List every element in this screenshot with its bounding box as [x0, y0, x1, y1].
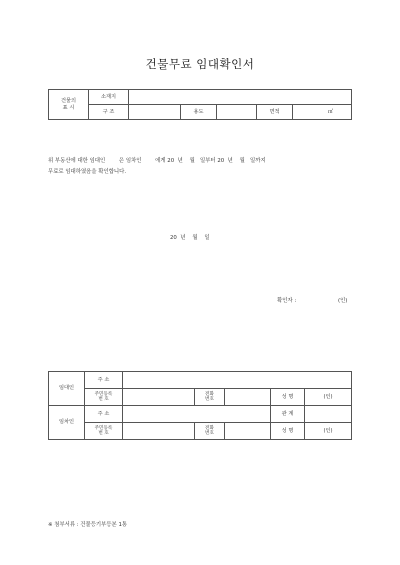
lessor-rrn-field[interactable] [123, 389, 195, 406]
property-section-label-top: 건물의 [60, 98, 77, 104]
statement-line-2: 무료로 임대하였음을 확인합니다. [48, 169, 127, 175]
area-label: 면적 [257, 105, 293, 120]
lessee-rrn-label-top: 주민등록 [94, 425, 113, 431]
lessor-name-label: 성 명 [271, 389, 305, 406]
lessor-rrn-label-bottom: 번 호 [98, 397, 109, 402]
lessee-rrn-label [85, 423, 123, 440]
lessee-address-field[interactable] [123, 406, 271, 423]
lessor-phone-field[interactable] [225, 389, 271, 406]
area-field[interactable] [293, 105, 352, 120]
lessor-rrn-label [85, 389, 123, 406]
lessee-seal: (인) [305, 423, 352, 440]
statement-line-1: 위 부동산에 대한 임대인 은 임차인 에게 20 년 월 일부터 20 년 월 일까지 [48, 158, 266, 164]
document-title: 건물무료 임대확인서 [145, 57, 255, 71]
lessee-relation-label: 관 계 [271, 406, 305, 423]
lessor-phone-label-top: 전화 [205, 391, 214, 397]
lessee-rrn-field[interactable] [123, 423, 195, 440]
use-field[interactable] [217, 105, 257, 120]
lessor-phone-label-bottom: 번호 [205, 397, 214, 402]
lessor-address-field[interactable] [123, 372, 352, 389]
property-section-label [49, 90, 89, 120]
lessor-seal: (인) [305, 389, 352, 406]
date-line: 20 년 월 일 [170, 235, 210, 241]
lessee-label: 임차인 [49, 406, 85, 440]
lessee-phone-label-top: 전화 [205, 425, 214, 431]
lessee-phone-label-bottom: 번호 [205, 431, 214, 436]
lessor-rrn-label-top: 주민등록 [94, 391, 113, 397]
location-field[interactable] [129, 90, 352, 105]
lessee-phone-label [195, 423, 225, 440]
confirmer-label: 확인자 : [277, 298, 297, 304]
location-label: 소재지 [89, 90, 129, 105]
lessee-name-label: 성 명 [271, 423, 305, 440]
lessee-rrn-label-bottom: 번 호 [98, 431, 109, 436]
use-label: 용도 [181, 105, 217, 120]
confirmer-seal: (인) [338, 298, 348, 304]
attachment-note: ※ 첨부서류 : 건물등기부등본 1통 [48, 522, 128, 528]
property-section-label-bottom: 표 시 [62, 104, 75, 111]
parties-table [48, 371, 352, 440]
lessee-phone-field[interactable] [225, 423, 271, 440]
lessor-address-label: 주 소 [85, 372, 123, 389]
lessor-phone-label [195, 389, 225, 406]
lessor-label: 임대인 [49, 372, 85, 406]
area-unit: ㎡ [327, 108, 334, 115]
lessee-relation-field[interactable] [305, 406, 352, 423]
structure-field[interactable] [129, 105, 181, 120]
property-table [48, 89, 352, 120]
structure-label: 구 조 [89, 105, 129, 120]
lessee-address-label: 주 소 [85, 406, 123, 423]
